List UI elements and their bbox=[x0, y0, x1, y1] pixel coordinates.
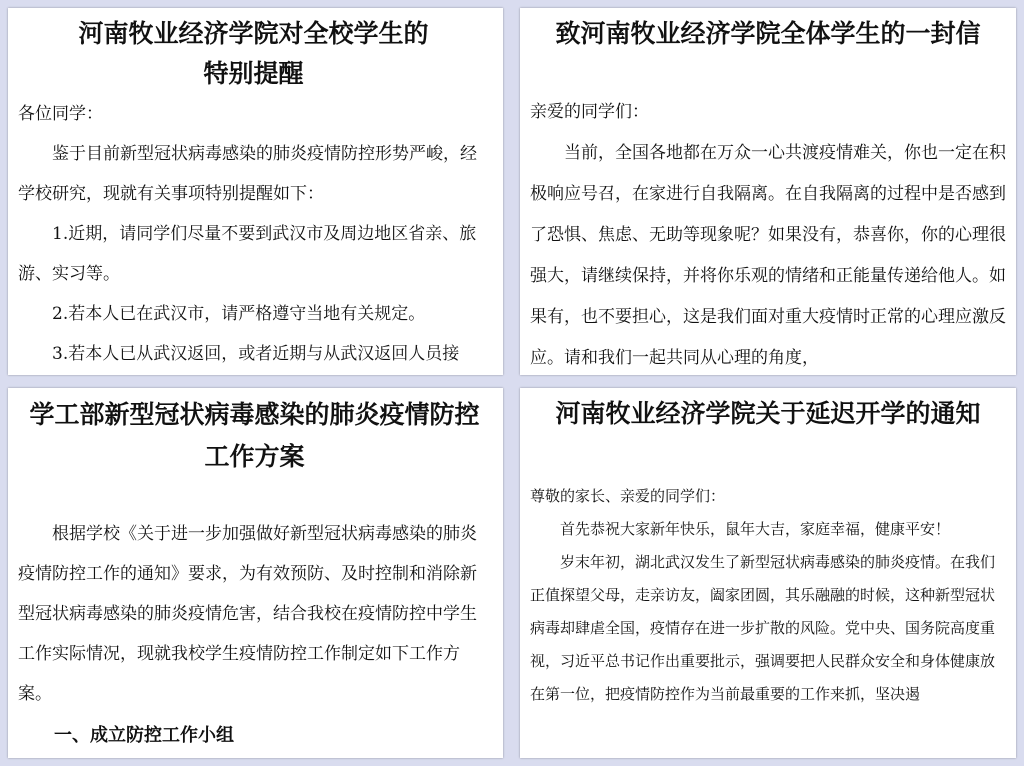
panel-title bbox=[530, 14, 1006, 54]
paragraph: 首先恭祝大家新年快乐，鼠年大吉，家庭幸福，健康平安！ bbox=[560, 520, 951, 538]
notice-panel-special-reminder bbox=[8, 8, 503, 375]
title-line-2: 工作方案 bbox=[204, 442, 305, 471]
paragraph: 根据学校《关于进一步加强做好新型冠状病毒感染的肺炎疫情防控工作的通知》要求，为有效预防、及时控制和消除新型冠状病毒感染的肺炎疫情危害，结合我校在疫情防控中学生工作实际情况，现就我校学生疫情防控工作制定如下工作方案。 bbox=[18, 524, 477, 704]
paragraph: 1.近期，请同学们尽量不要到武汉市及周边地区省亲、旅游、实习等。 bbox=[18, 224, 477, 284]
letter-panel-to-students bbox=[520, 8, 1016, 375]
salutation: 尊敬的家长、亲爱的同学们： bbox=[530, 487, 726, 505]
title-line-1: 致河南牧业经济学院全体学生的一封信 bbox=[555, 19, 981, 48]
paragraph: 3.若本人已从武汉返回，或者近期与从武汉返回人员接 bbox=[52, 344, 460, 364]
title-line-2: 特别提醒 bbox=[203, 59, 304, 88]
salutation: 亲爱的同学们： bbox=[530, 102, 649, 122]
panel-title bbox=[530, 394, 1006, 434]
plan-panel-epidemic-control bbox=[8, 388, 503, 758]
salutation: 各位同学： bbox=[18, 104, 103, 124]
paragraph: 当前，全国各地都在万众一心共渡疫情难关，你也一定在积极响应号召，在家进行自我隔离。在自我隔离的过程中是否感到了恐惧、焦虑、无助等现象呢？如果没有，恭喜你，你的心理很强大，请继续保持，并将你乐观的情绪和正能量传递给他人。如果有，也不要担心，这是我们面对重大疫情时正常的心理应激反应。请和我们一起共同从心理的角度， bbox=[530, 143, 1006, 368]
section-heading: 一、成立防控工作小组 bbox=[54, 725, 234, 746]
paragraph: 岁末年初，湖北武汉发生了新型冠状病毒感染的肺炎疫情。在我们正值探望父母，走亲访友，阖家团圆，其乐融融的时候，这种新型冠状病毒却肆虐全国，疫情存在进一步扩散的风险。党中央、国务院高度重视，习近平总书记作出重要批示，强调要把人民群众安全和身体健康放在第一位，把疫情防控作为当前最重要的工作来抓，坚决遏 bbox=[530, 553, 996, 703]
paragraph: 鉴于目前新型冠状病毒感染的肺炎疫情防控形势严峻，经学校研究，现就有关事项特别提醒如下： bbox=[18, 144, 477, 204]
title-line-1: 学工部新型冠状病毒感染的肺炎疫情防控 bbox=[29, 400, 480, 429]
panel-title bbox=[18, 14, 489, 94]
title-line-1: 河南牧业经济学院对全校学生的 bbox=[78, 19, 429, 48]
panel-title bbox=[18, 394, 491, 478]
title-line-1: 河南牧业经济学院关于延迟开学的通知 bbox=[555, 399, 981, 428]
notice-panel-delay-opening bbox=[520, 388, 1016, 758]
paragraph: 2.若本人已在武汉市，请严格遵守当地有关规定。 bbox=[52, 304, 426, 324]
